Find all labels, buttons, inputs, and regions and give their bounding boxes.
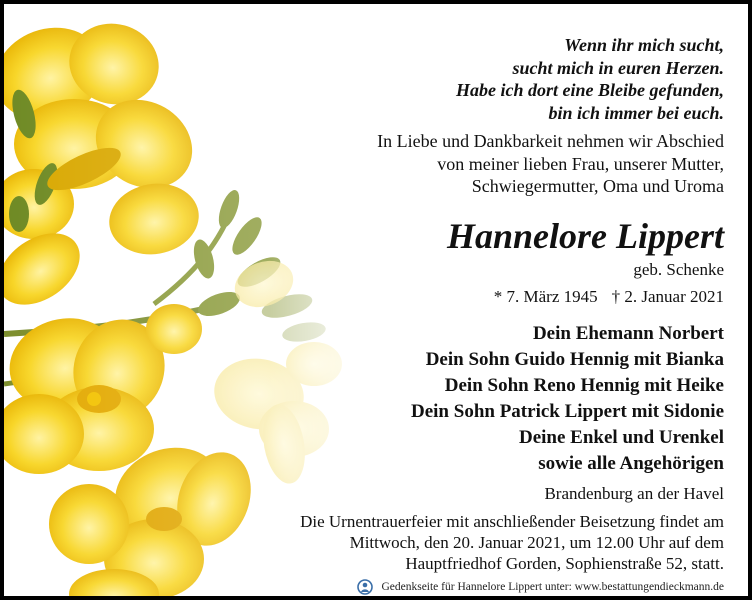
mourner-line: Dein Ehemann Norbert [532,323,724,344]
life-dates [494,287,724,307]
place: Brandenburg an der Havel [544,484,724,503]
intro-line: In Liebe und Dankbarkeit nehmen wir Abschied [377,131,724,151]
deceased-name: Hannelore Lippert [447,216,724,256]
ceremony-line: Hauptfriedhof Gorden, Sophienstraße 52, statt. [405,554,724,573]
maiden-name: geb. Schenke [633,260,724,279]
birth-date: * 7. März 1945 [493,287,598,306]
mourners-list [411,321,724,477]
ceremony-info [300,511,724,574]
mourner-line: Dein Sohn Patrick Lippert mit Sidonie [411,401,724,422]
intro-line: von meiner lieben Frau, unserer Mutter, [437,153,724,174]
poem-line: Wenn ihr mich sucht, [564,35,724,55]
memorial-page-link[interactable]: Gedenkseite für Hannelore Lippert unter: www.bestattungendieckmann.de [381,581,724,593]
mourner-line: sowie alle Angehörigen [538,453,724,474]
death-date: † 2. Januar 2021 [611,287,724,306]
funeral-home-logo-icon [357,579,373,595]
poem-line: sucht mich in euren Herzen. [512,57,724,78]
mourner-line: Dein Sohn Reno Hennig mit Heike [444,375,724,396]
memorial-page-footer [357,578,724,596]
ceremony-line: Mittwoch, den 20. Januar 2021, um 12.00 Uhr auf dem [349,533,724,552]
poem [456,34,724,124]
ceremony-line: Die Urnentrauerfeier mit anschließender Beisetzung findet am [300,512,724,531]
farewell-intro [377,130,724,198]
poem-line: Habe ich dort eine Bleibe gefunden, [456,80,724,100]
intro-line: Schwiegermutter, Oma und Uroma [471,176,724,196]
mourner-line: Deine Enkel und Urenkel [519,427,724,448]
mourner-line: Dein Sohn Guido Hennig mit Bianka [425,349,724,370]
poem-line: bin ich immer bei euch. [548,102,724,123]
